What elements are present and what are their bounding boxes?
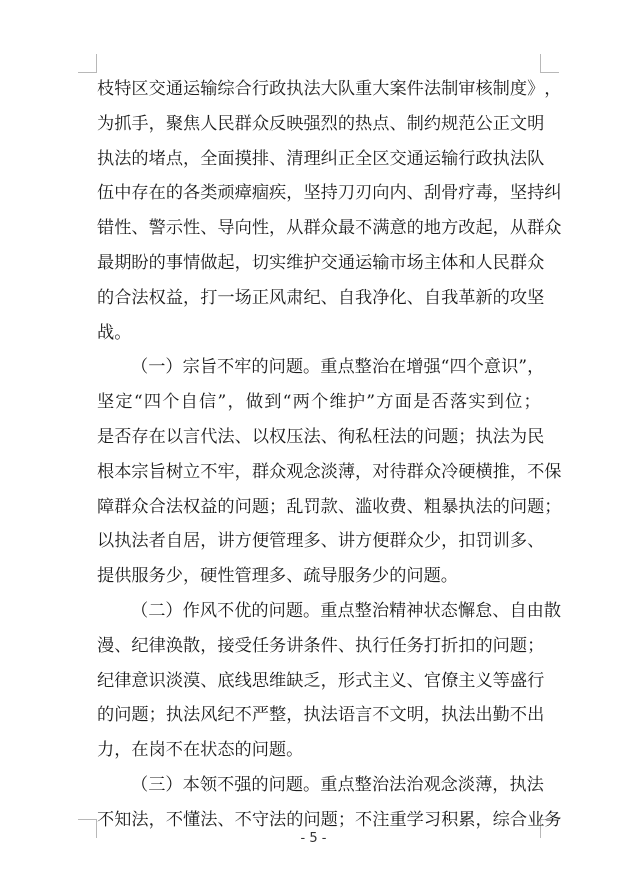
corner-mark-top-right [540, 54, 559, 73]
body-text [97, 72, 562, 838]
text-line: 坚 定 “ 四 个 自 信 ” ， 做 到 “ 两 个 维 护 ” 方 面 是 否 落 实 到 位 ； [97, 392, 541, 413]
text-line: 是 否 存 在 以 言 代 法 、 以 权 压 法 、 徇 私 枉 法 的 问 题 ； 执 法 为 民 [97, 426, 545, 447]
page-number: - 5 - [300, 831, 327, 846]
text-line: 提供服务少，硬性管理多、疏导服务少的问题。 [97, 566, 458, 587]
text-line: 不 知 法 ， 不 懂 法 、 不 守 法 的 问 题 ； 不 注 重 学 习 积 累 ， 综 合 业 务 [97, 809, 562, 830]
text-line: 障 群 众 合 法 权 益 的 问 题 ； 乱 罚 款 、 滥 收 费 、 粗 暴 执 法 的 问 题 ； [97, 496, 562, 517]
text-line: 枝 特 区 交 通 运 输 综 合 行 政 执 法 大 队 重 大 案 件 法 制 审 核 制 度 》 ， [97, 79, 562, 99]
corner-mark-top-left [78, 54, 97, 73]
text-line: 最 期 盼 的 事 情 做 起 ， 切 实 维 护 交 通 运 输 市 场 主 体 和 人 民 群 众 [97, 252, 545, 273]
text-line: 力，在岗不在状态的问题。 [97, 740, 304, 761]
text-line: 战。 [97, 322, 132, 343]
text-line: 的 问 题 ； 执 法 风 纪 不 严 整 ， 执 法 语 言 不 文 明 ， 执 法 出 勤 不 出 [97, 705, 545, 726]
text-line: 漫 、 纪 律 涣 散 ， 接 受 任 务 讲 条 件 、 执 行 任 务 打 折 扣 的 问 题 ； [97, 635, 545, 656]
text-line: 错 性 、 警 示 性 、 导 向 性 ， 从 群 众 最 不 满 意 的 地 方 改 起 ， 从 群 众 [97, 218, 562, 239]
section-heading-2: （ 二 ） 作 风 不 优 的 问 题 。 重 点 整 治 精 神 状 态 懈 怠 、 自 由 散 [131, 600, 562, 621]
text-line: 根 本 宗 旨 树 立 不 牢 ， 群 众 观 念 淡 薄 ， 对 待 群 众 冷 硬 横 推 ， 不 保 [97, 461, 562, 482]
text-line: 为 抓 手 ， 聚 焦 人 民 群 众 反 映 强 烈 的 热 点 、 制 约 规 范 公 正 文 明 [97, 113, 545, 134]
text-line: 纪 律 意 识 淡 漠 、 底 线 思 维 缺 乏 ， 形 式 主 义 、 官 僚 主 义 等 盛 行 [97, 670, 545, 691]
text-line: 执 法 的 堵 点 ， 全 面 摸 排 、 清 理 纠 正 全 区 交 通 运 输 行 政 执 法 队 [97, 148, 545, 169]
section-heading-3: （ 三 ） 本 领 不 强 的 问 题 。 重 点 整 治 法 治 观 念 淡 薄 ， 执 法 [131, 774, 544, 795]
text-line: 伍 中 存 在 的 各 类 顽 瘴 痼 疾 ， 坚 持 刀 刃 向 内 、 刮 骨 疗 毒 ， 坚 持 纠 [97, 183, 562, 204]
section-heading-1: （ 一 ） 宗 旨 不 牢 的 问 题 。 重 点 整 治 在 增 强 “ 四 个 意 识 ” ， [131, 357, 545, 378]
text-line: 以 执 法 者 自 居 ， 讲 方 便 管 理 多 、 讲 方 便 群 众 少 ， 扣 罚 训 多 、 [97, 531, 545, 552]
text-line: 的 合 法 权 益 ， 打 一 场 正 风 肃 纪 、 自 我 净 化 、 自 我 革 新 的 攻 坚 [97, 287, 545, 308]
